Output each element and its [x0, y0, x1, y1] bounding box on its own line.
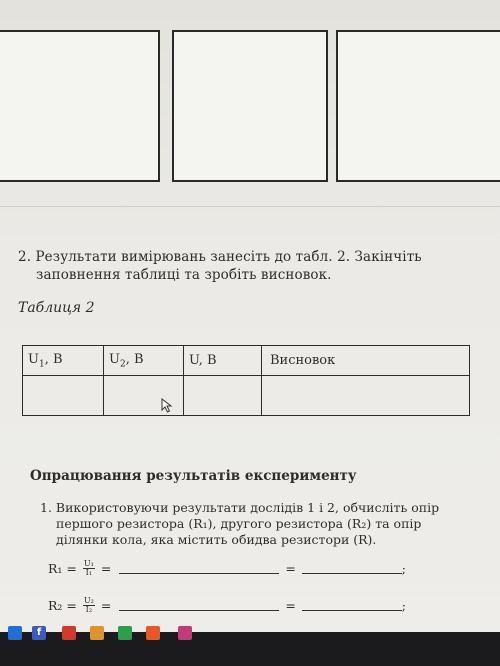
formula-r2-fraction [83, 597, 95, 614]
cell-conclusion[interactable] [262, 376, 470, 416]
divider [0, 206, 500, 207]
formula-r1-denominator: I₁ [85, 568, 93, 577]
header-u2: $U_2$, В [104, 346, 184, 376]
drawing-box-3 [336, 30, 500, 182]
facebook-icon[interactable]: f [32, 626, 46, 640]
formula-r1-blank-2[interactable] [302, 563, 402, 574]
formula-r2-end: ; [401, 598, 407, 613]
formula-r2-numerator: U₂ [83, 596, 94, 605]
results-table [22, 345, 470, 416]
item-1-line-1: 1. Використовуючи результати дослідів 1 і 2, обчисліть опір [40, 500, 440, 515]
item-1-line-2: першого резистора (R₁), другого резистора (R₂) та опір [56, 516, 422, 531]
app-icon[interactable] [178, 626, 192, 640]
formula-r1-lhs: R₁ = [48, 561, 77, 576]
formula-r2-blank-2[interactable] [302, 600, 402, 611]
cell-u[interactable] [184, 376, 262, 416]
formula-r1-fraction [83, 560, 95, 577]
task-2-text [18, 248, 488, 284]
app-icon[interactable] [62, 626, 76, 640]
table-caption: Таблиця 2 [18, 300, 95, 316]
formula-r1-equals-1: = [100, 561, 112, 576]
header-conclusion: Висновок [262, 346, 470, 376]
formula-r2-lhs: R₂ = [48, 598, 77, 613]
formula-r1-end: ; [401, 561, 407, 576]
formula-r2-equals-2: = [285, 598, 296, 613]
item-1-text [40, 500, 480, 548]
mouse-cursor-icon [161, 398, 175, 414]
app-icon[interactable] [90, 626, 104, 640]
formula-r2-denominator: I₂ [85, 605, 93, 614]
table-header-row [23, 346, 470, 376]
header-u: U, В [184, 346, 262, 376]
formula-r1-blank-1[interactable] [119, 563, 279, 574]
task-line-2: заповнення таблиці та зробіть висновок. [36, 267, 332, 283]
drawing-box-2 [172, 30, 328, 182]
formula-r1-numerator: U₁ [83, 559, 94, 568]
app-icon[interactable] [146, 626, 160, 640]
drawing-box-1 [0, 30, 160, 182]
formula-r2-equals-1: = [100, 598, 112, 613]
table-row [23, 376, 470, 416]
header-u1: $U_1$, В [23, 346, 104, 376]
windows-icon[interactable] [8, 626, 22, 640]
formula-r1 [48, 560, 406, 577]
cell-u1[interactable] [23, 376, 104, 416]
formula-r2-blank-1[interactable] [119, 600, 279, 611]
item-1-line-3: ділянки кола, яка містить обидва резистори (R). [56, 532, 377, 547]
formula-r2 [48, 597, 406, 614]
section-title: Опрацювання результатів експерименту [30, 468, 357, 484]
app-icon[interactable] [118, 626, 132, 640]
task-line-1: 2. Результати вимірювань занесіть до табл. 2. Закінчіть [18, 249, 422, 265]
formula-r1-equals-2: = [285, 561, 296, 576]
